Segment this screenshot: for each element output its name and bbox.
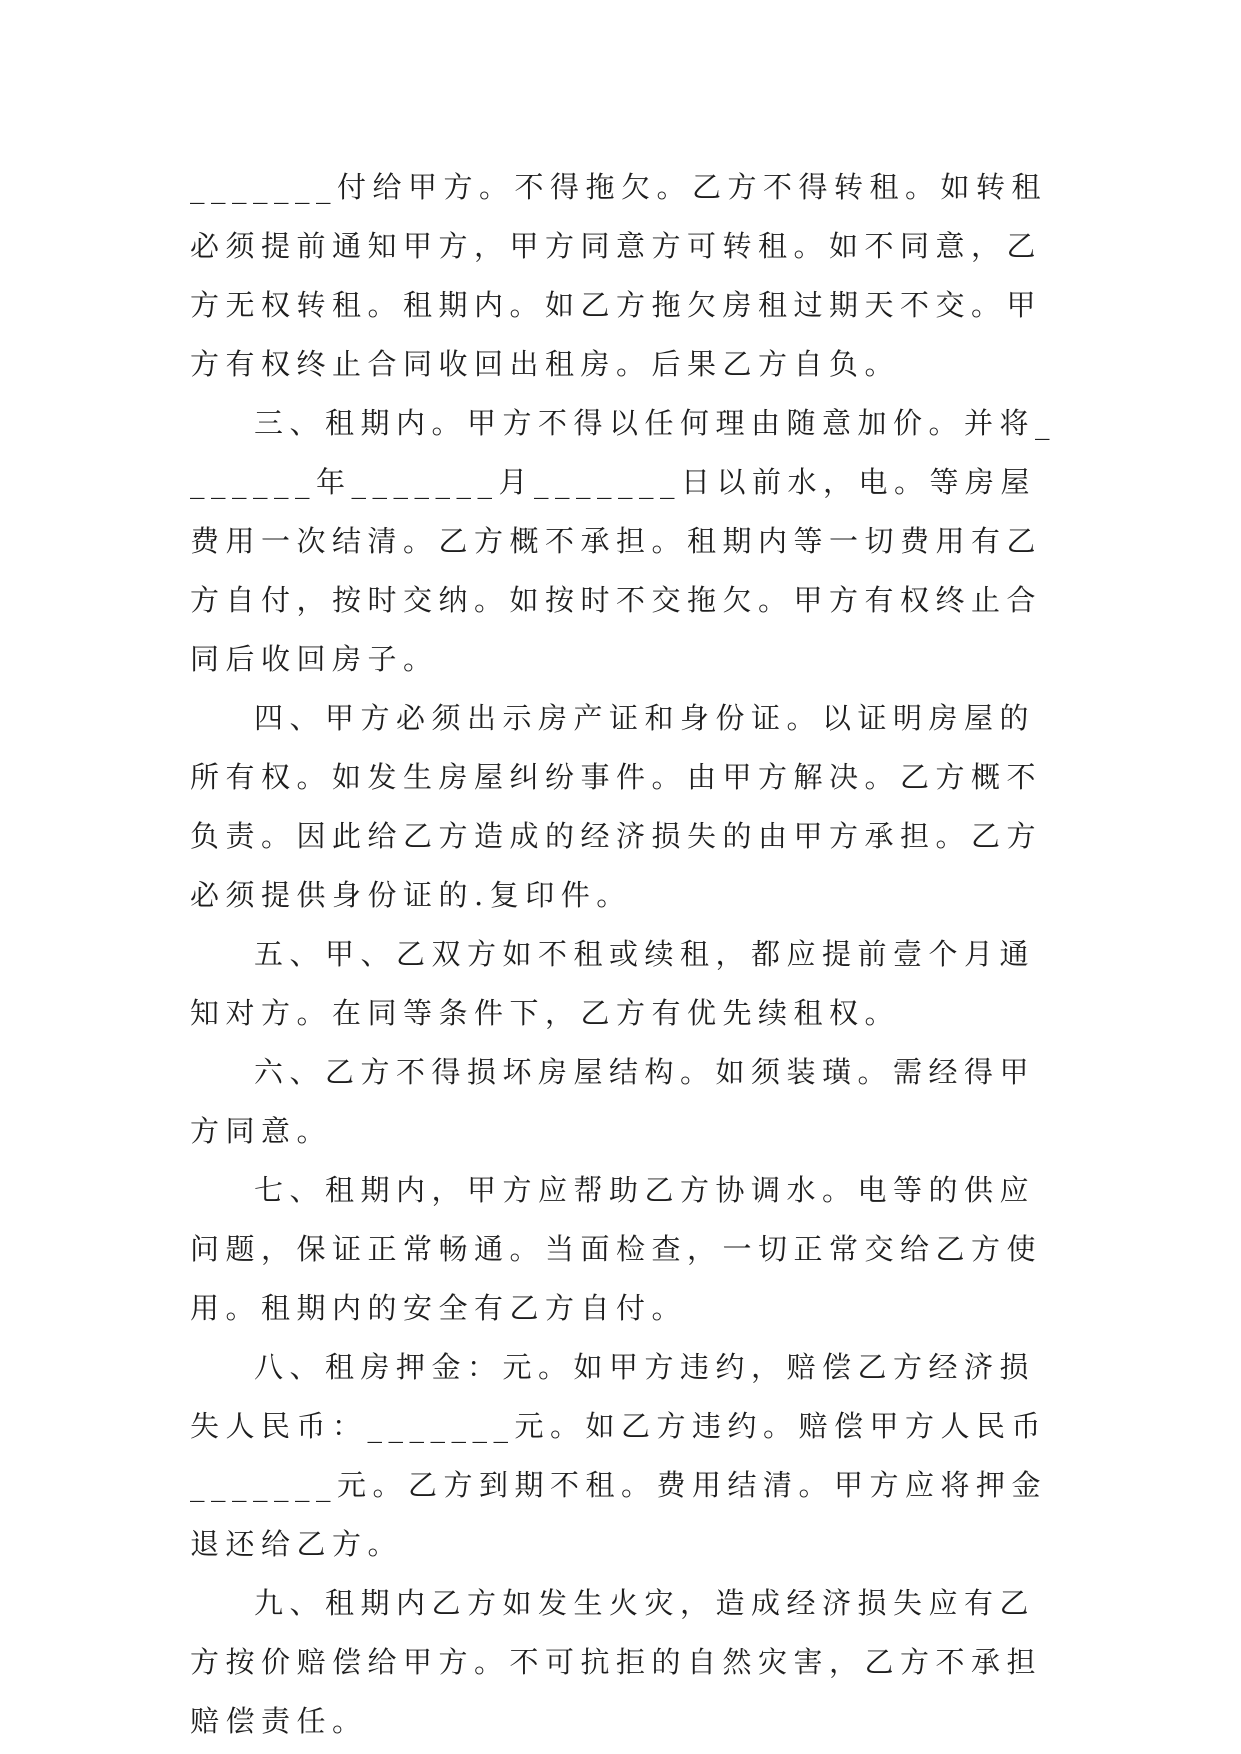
document-body xyxy=(190,158,1060,1751)
paragraph-1: _______付给甲方。不得拖欠。乙方不得转租。如转租必须提前通知甲方，甲方同意方可转租。如不同意，乙方无权转租。租期内。如乙方拖欠房租过期天不交。甲方有权终止合同收回出租房。后果乙方自负。 xyxy=(190,170,1048,381)
paragraph-clause-9: 九、租期内乙方如发生火灾，造成经济损失应有乙方按价赔偿给甲方。不可抗拒的自然灾害，乙方不承担赔偿责任。 xyxy=(190,1586,1043,1738)
paragraph-clause-7: 七、租期内，甲方应帮助乙方协调水。电等的供应问题，保证正常畅通。当面检查，一切正常交给乙方使用。租期内的安全有乙方自付。 xyxy=(190,1173,1043,1325)
paragraph-clause-4: 四、甲方必须出示房产证和身份证。以证明房屋的所有权。如发生房屋纠纷事件。由甲方解决。乙方概不负责。因此给乙方造成的经济损失的由甲方承担。乙方必须提供身份证的.复印件。 xyxy=(190,701,1043,912)
paragraph-clause-6: 六、乙方不得损坏房屋结构。如须装璜。需经得甲方同意。 xyxy=(190,1055,1036,1148)
paragraph-clause-8: 八、租房押金：元。如甲方违约，赔偿乙方经济损失人民币：_______元。如乙方违约。赔偿甲方人民币_______元。乙方到期不租。费用结清。甲方应将押金退还给乙方。 xyxy=(190,1350,1048,1561)
paragraph-clause-3: 三、租期内。甲方不得以任何理由随意加价。并将_______年_______月_______日以前水，电。等房屋费用一次结清。乙方概不承担。租期内等一切费用有乙方自付，按时交纳。如按时不交拖欠。甲方有权终止合同后收回房子。 xyxy=(190,406,1057,676)
paragraph-clause-5: 五、甲、乙双方如不租或续租，都应提前壹个月通知对方。在同等条件下，乙方有优先续租权。 xyxy=(190,937,1036,1030)
